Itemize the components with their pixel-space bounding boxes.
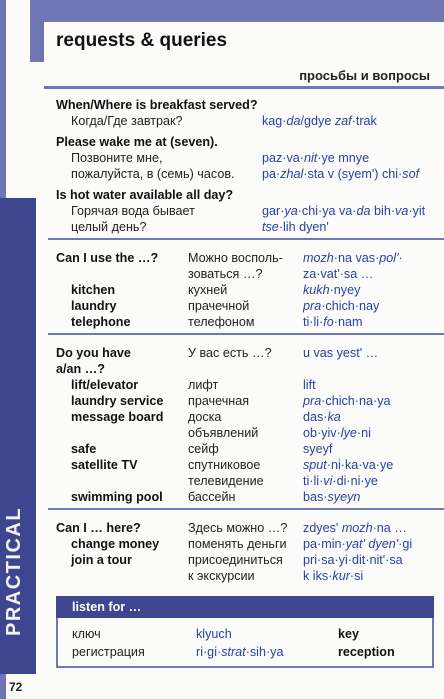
title-rule xyxy=(44,86,444,89)
phrase-english: Please wake me at (seven). xyxy=(56,135,218,149)
phrase-transliteration: pri·sa·yi·dit·nit'·sa xyxy=(303,553,403,567)
phrase-russian: Позвоните мне, xyxy=(71,151,163,165)
phrase-transliteration: syeyf xyxy=(303,442,333,456)
phrase-english: lift/elevator xyxy=(71,378,139,392)
listen-transliteration: klyuch xyxy=(196,627,232,641)
section-divider xyxy=(48,333,444,335)
phrase-english: telephone xyxy=(71,315,131,329)
listen-english: reception xyxy=(338,645,395,659)
phrase-english: a/an …? xyxy=(56,362,105,376)
phrase-russian: целый день? xyxy=(71,220,147,234)
listen-for-label: listen for … xyxy=(72,600,142,614)
phrase-russian: кухней xyxy=(188,283,228,297)
phrase-transliteration: gar·ya·chi·ya va·da bih·va·yit xyxy=(262,204,426,218)
phrase-russian: У вас есть …? xyxy=(188,346,272,360)
phrase-russian: спутниковое xyxy=(188,458,261,472)
phrase-russian: поменять деньги xyxy=(188,537,287,551)
phrase-english: join a tour xyxy=(71,553,132,567)
phrase-russian: Здесь можно …? xyxy=(188,521,288,535)
phrase-transliteration: tse·lih dyen' xyxy=(262,220,329,234)
phrase-transliteration: sput·ni·ka·va·ye xyxy=(303,458,394,472)
phrase-russian: прачечная xyxy=(188,394,250,408)
phrase-transliteration: kag·da/gdye zaf·trak xyxy=(262,114,377,128)
russian-title: просьбы и вопросы xyxy=(299,68,430,83)
phrase-transliteration: u vas yest' … xyxy=(303,346,379,360)
phrase-russian: Можно восполь- xyxy=(188,251,283,265)
listen-for-box xyxy=(56,618,434,668)
phrase-russian: к экскурсии xyxy=(188,569,255,583)
phrase-russian: бассейн xyxy=(188,490,236,504)
listen-transliteration: ri·gi·strat·sih·ya xyxy=(196,645,284,659)
phrase-russian: объявлений xyxy=(188,426,259,440)
page-number: 72 xyxy=(9,680,23,694)
page-title: requests & queries xyxy=(56,30,228,51)
phrase-russian: сейф xyxy=(188,442,219,456)
phrase-transliteration: mozh·na vas·pol'· xyxy=(303,251,403,265)
phrase-english: kitchen xyxy=(71,283,116,297)
phrase-english: swimming pool xyxy=(71,490,163,504)
phrase-transliteration: das·ka xyxy=(303,410,341,424)
phrase-transliteration: bas·syeyn xyxy=(303,490,361,504)
phrase-russian: лифт xyxy=(188,378,219,392)
phrase-russian: Горячая вода бывает xyxy=(71,204,195,218)
phrase-english: Do you have xyxy=(56,346,131,360)
phrase-russian: зоваться …? xyxy=(188,267,263,281)
phrase-transliteration: kukh·nyey xyxy=(303,283,361,297)
phrase-english: laundry xyxy=(71,299,117,313)
phrase-transliteration: pa·min·yat' dyen'·gi xyxy=(303,537,413,551)
section-divider xyxy=(48,238,444,240)
phrase-transliteration: ti·li·fo·nam xyxy=(303,315,363,329)
phrase-english: laundry service xyxy=(71,394,164,408)
listen-russian: регистрация xyxy=(72,645,145,659)
phrase-russian: присоединиться xyxy=(188,553,283,567)
phrase-russian: телевидение xyxy=(188,474,264,488)
phrase-transliteration: ti·li·vi·di·ni·ye xyxy=(303,474,378,488)
phrase-transliteration: pra·chich·na·ya xyxy=(303,394,391,408)
side-tab-label: PRACTICAL xyxy=(3,506,25,636)
phrase-english: Can I … here? xyxy=(56,521,141,535)
phrase-russian: телефоном xyxy=(188,315,255,329)
phrase-russian: прачечной xyxy=(188,299,250,313)
phrase-english: When/Where is breakfast served? xyxy=(56,98,258,112)
phrase-transliteration: pra·chich·nay xyxy=(303,299,380,313)
section-divider xyxy=(48,508,444,510)
phrase-english: Can I use the …? xyxy=(56,251,159,265)
phrase-transliteration: ob·yiv·lye·ni xyxy=(303,426,371,440)
phrase-transliteration: paz·va·nit·ye mnye xyxy=(262,151,370,165)
phrase-transliteration: pa·zhal·sta v (syem') chi·sof xyxy=(262,167,420,181)
phrase-transliteration: lift xyxy=(303,378,316,392)
listen-english: key xyxy=(338,627,360,641)
phrase-english: satellite TV xyxy=(71,458,138,472)
phrase-english: safe xyxy=(71,442,97,456)
phrase-english: change money xyxy=(71,537,160,551)
phrase-transliteration: zdyes' mozh·na … xyxy=(303,521,407,535)
phrase-russian: доска xyxy=(188,410,222,424)
phrase-russian: пожалуйста, в (семь) часов. xyxy=(71,167,235,181)
phrase-english: message board xyxy=(71,410,164,424)
phrase-english: Is hot water available all day? xyxy=(56,188,234,202)
listen-russian: ключ xyxy=(72,627,101,641)
phrase-transliteration: za·vat'·sa … xyxy=(303,267,374,281)
phrase-russian: Когда/Где завтрак? xyxy=(71,114,183,128)
phrase-transliteration: k iks·kur·si xyxy=(303,569,364,583)
